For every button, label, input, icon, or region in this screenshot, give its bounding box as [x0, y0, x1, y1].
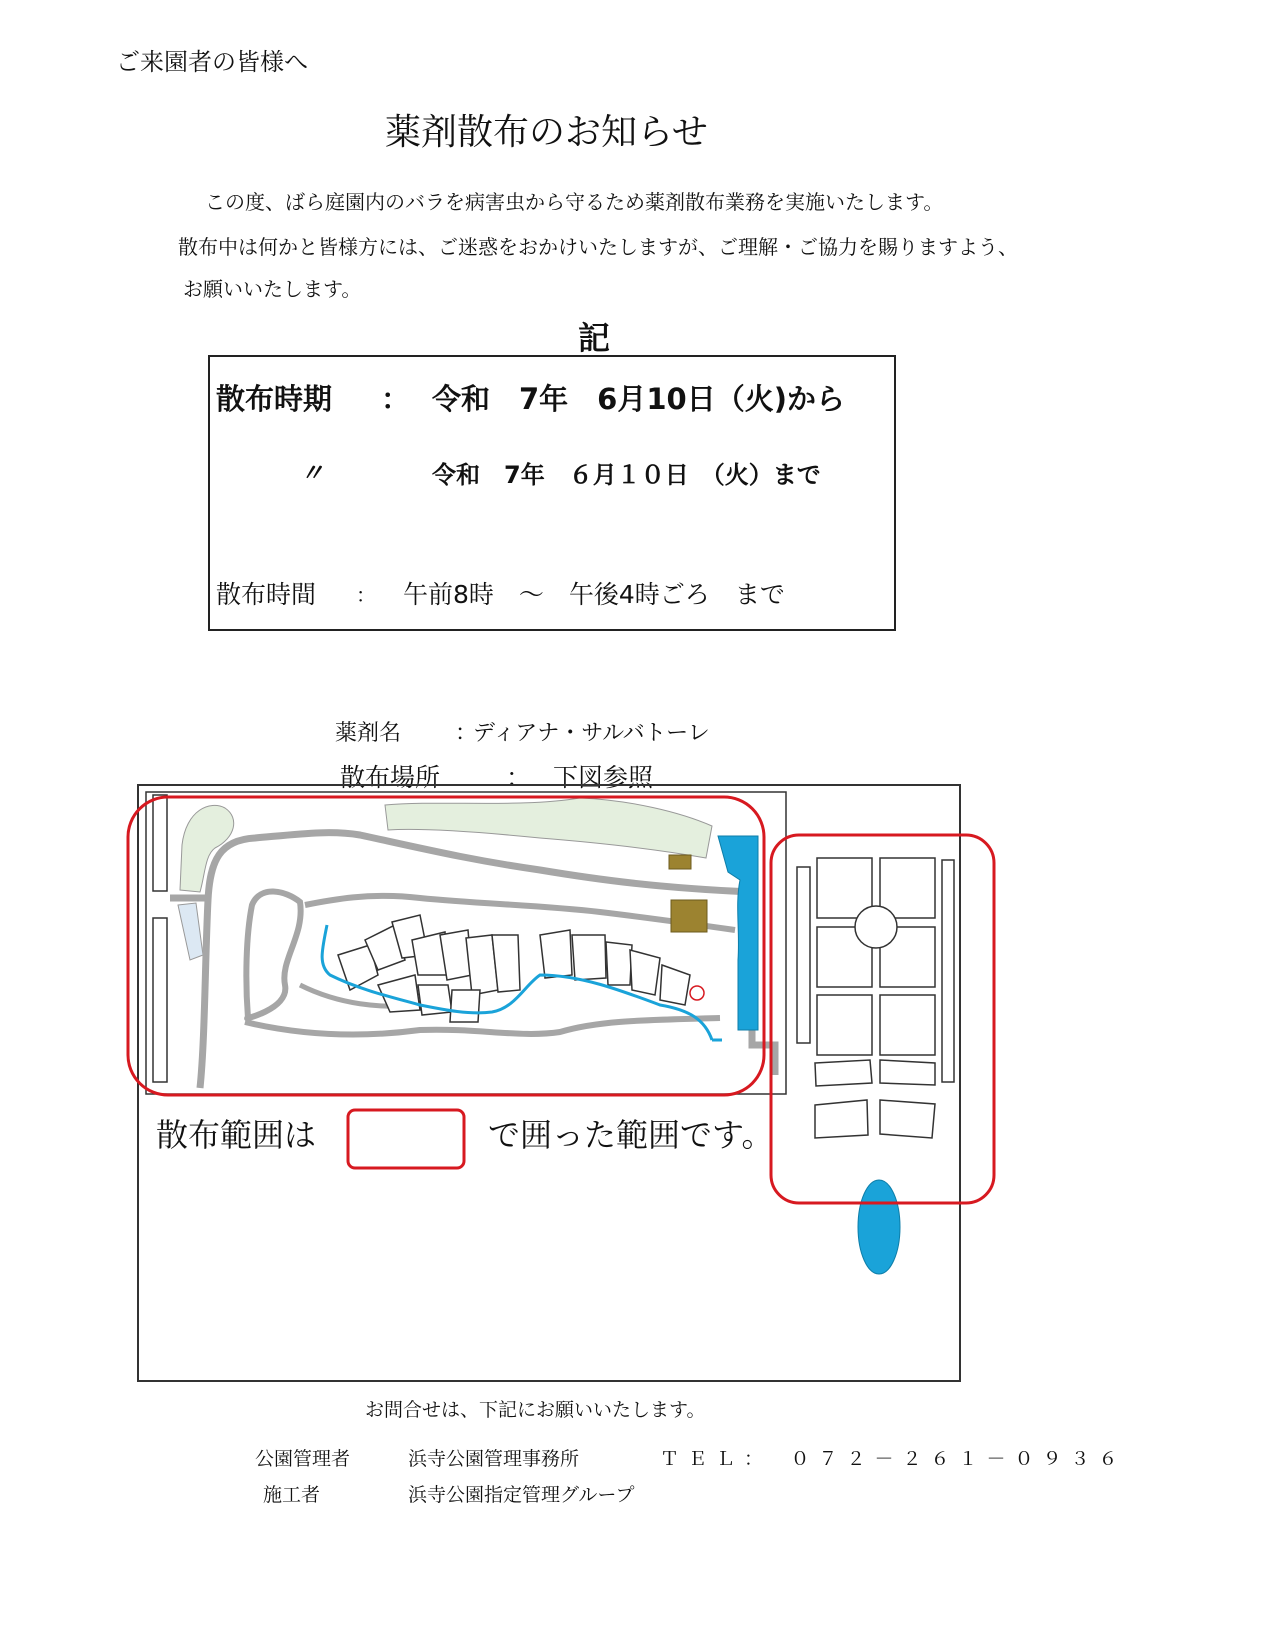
pond — [718, 836, 758, 1030]
inner-path — [245, 1018, 720, 1034]
map-note-suffix: で囲った範囲です。 — [488, 1116, 774, 1154]
legend-outline-sample — [348, 1110, 464, 1168]
page-title: 薬剤散布のお知らせ — [385, 112, 708, 153]
map-note-prefix: 散布範囲は — [156, 1116, 317, 1154]
marker-icon — [690, 986, 704, 1000]
place-label: 散布場所 — [340, 763, 441, 792]
manager-name: 浜寺公園管理事務所 — [408, 1448, 580, 1470]
intro-line-1: この度、ばら庭園内のバラを病害虫から守るため薬剤散布業務を実施いたします。 — [205, 190, 944, 214]
place-colon: ： — [506, 763, 532, 792]
manager-phone[interactable]: ＴＥＬ： ０７２－２６１－０９３６ — [660, 1448, 1127, 1470]
rose-bed-group — [338, 915, 690, 1022]
intro-line-3: お願いいたします。 — [183, 277, 362, 301]
right-bed — [797, 867, 810, 1043]
left-bed-top — [153, 795, 167, 891]
constructor-label: 施工者 — [263, 1484, 321, 1506]
place-value: 下図参照 — [553, 763, 654, 792]
constructor-name: 浜寺公園指定管理グループ — [408, 1484, 635, 1506]
inner-path — [246, 891, 300, 1018]
period-label: 散布時期 — [216, 382, 333, 416]
lawn-area — [178, 903, 203, 960]
period-end: 令和 7年 ６月１０日 （火）まで — [432, 461, 821, 489]
right-bed — [942, 860, 954, 1082]
building — [671, 900, 707, 932]
chemical-colon: ： — [455, 721, 478, 746]
intro-line-2: 散布中は何かと皆様方には、ご迷惑をおかけいたしますが、ご理解・ご協力を賜りますよう、 — [178, 235, 1018, 259]
formal-beds — [815, 858, 935, 1138]
time-colon: ： — [356, 583, 376, 607]
time-range: 午前8時 ～ 午後4時ごろ まで — [403, 580, 785, 609]
period-colon: ： — [381, 382, 411, 416]
ki-heading: 記 — [578, 319, 611, 357]
pond — [858, 1180, 900, 1274]
time-label: 散布時間 — [216, 580, 317, 609]
left-bed-bottom — [153, 918, 167, 1082]
period-start: 令和 7年 6月10日（火)から — [432, 382, 845, 416]
building — [669, 855, 691, 869]
manager-label: 公園管理者 — [255, 1448, 351, 1470]
contact-intro: お問合せは、下記にお願いいたします。 — [365, 1399, 706, 1421]
greeting: ご来園者の皆様へ — [116, 48, 308, 76]
chemical-label: 薬剤名 — [335, 721, 402, 746]
period-ditto-mark: 〃 — [300, 459, 324, 487]
fountain — [855, 906, 897, 948]
chemical-name: ディアナ・サルバトーレ — [473, 721, 710, 746]
